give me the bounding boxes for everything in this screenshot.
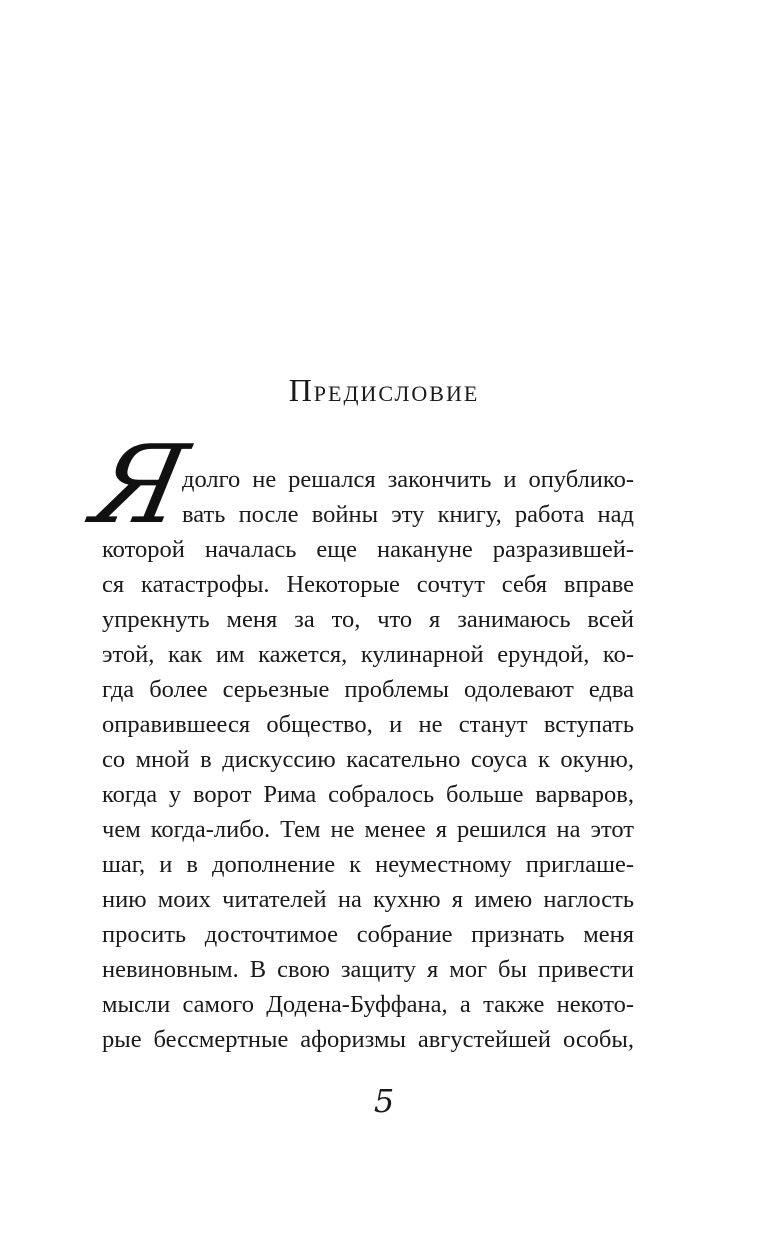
- text-line: ся катастрофы. Некоторые сочтут себя вправе: [102, 571, 634, 598]
- text-line: невиновным. В свою защиту я мог бы привести: [102, 956, 634, 983]
- chapter-title: Предисловие: [288, 372, 480, 408]
- body-text: [102, 462, 634, 1057]
- text-line: когда у ворот Рима собралось больше варваров,: [102, 781, 634, 808]
- page-number: 5: [373, 1082, 395, 1120]
- text-line: чем когда-либо. Тем не менее я решился на этот: [102, 816, 634, 843]
- text-line: упрекнуть меня за то, что я занимаюсь всей: [102, 606, 634, 633]
- text-line: со мной в дискуссию касательно соуса к окуню,: [102, 746, 634, 773]
- text-line: которой началась еще накануне разразившей-: [102, 536, 634, 563]
- text-line: шаг, и в дополнение к неуместному приглаше-: [102, 851, 634, 878]
- text-line: этой, как им кажется, кулинарной ерундой, ко-: [102, 641, 634, 668]
- text-line: рые бессмертные афоризмы августейшей особы,: [102, 1026, 634, 1053]
- text-line: просить досточтимое собрание признать меня: [102, 921, 634, 948]
- text-line: гда более серьезные проблемы одолевают едва: [102, 676, 634, 703]
- drop-cap: Я: [82, 423, 197, 548]
- text-line: оправившееся общество, и не станут вступать: [102, 711, 634, 738]
- text-line: вать после войны эту книгу, работа над: [182, 501, 634, 528]
- text-line: долго не решался закончить и опублико-: [182, 466, 634, 493]
- text-line: нию моих читателей на кухню я имею наглость: [102, 886, 634, 913]
- text-line: мысли самого Додена-Буффана, а также некото-: [102, 991, 634, 1018]
